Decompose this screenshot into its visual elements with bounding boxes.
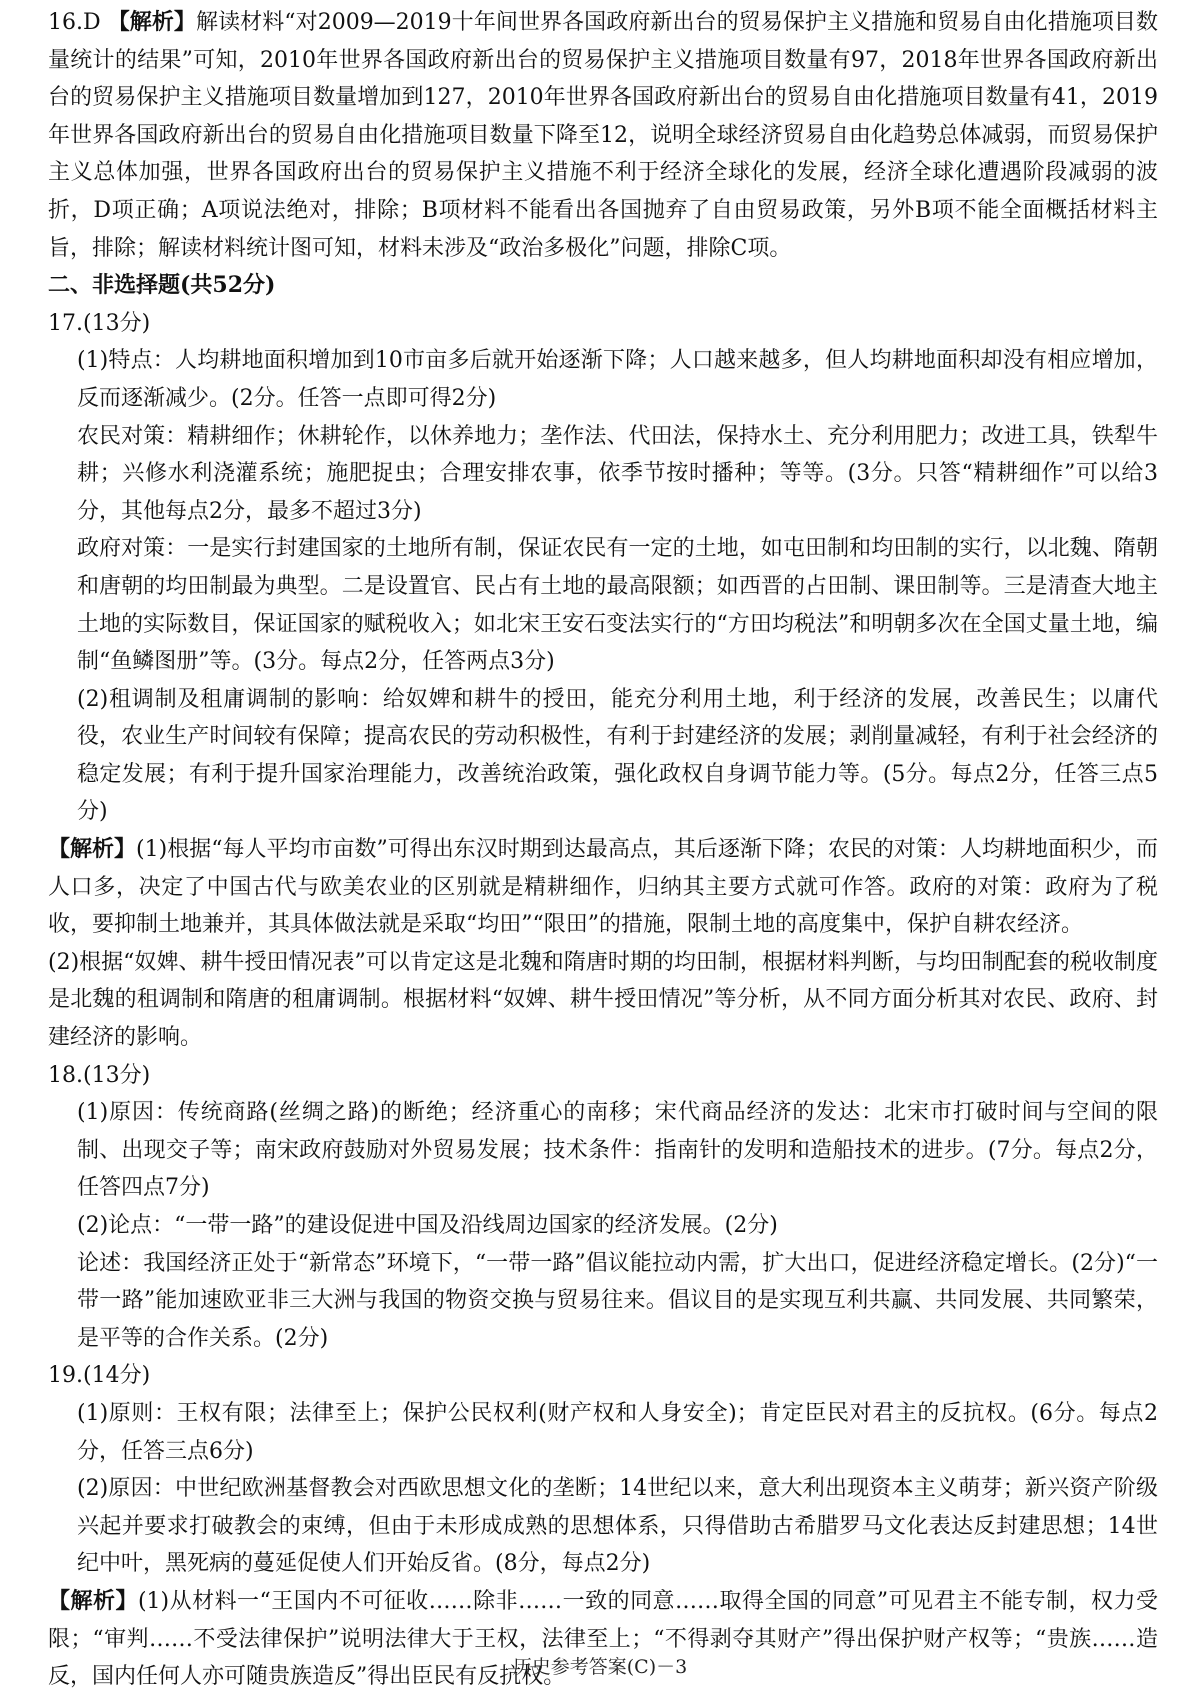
analysis-tag: 【解析】 — [48, 836, 137, 863]
analysis-tag: 【解析】 — [107, 9, 197, 35]
q19-part1-principles: (1)原则：王权有限；法律至上；保护公民权利(财产权和人身安全)；肯定臣民对君主的反抗权。(6分。每点2分，任答三点6分) — [77, 1400, 1158, 1464]
q17-heading: 17.(13分) — [48, 310, 151, 336]
q16-text: 解读材料“对2009—2019十年间世界各国政府新出台的贸易保护主义措施和贸易自由化措施项目数量统计的结果”可知，2010年世界各国政府新出台的贸易保护主义措施项目数量有97，2018年世界各国政府新出台的贸易保护主义措施项目数量增加到127，2010年世界各国政府新出台的贸易自由化措施项目数量有41，2019年世界各国政府新出台的贸易自由化措施项目数量下降至12，说明全球经济贸易自由化趋势总体减弱，而贸易保护主义总体加强，世界各国政府出台的贸易保护主义措施不利于经济全球化的发展，经济全球化遭遇阶段减弱的波折，D项正确；A项说法绝对，排除；B项材料不能看出各国抛弃了自由贸易政策，另外B项不能全面概括材料主旨，排除；解读材料统计图可知，材料未涉及“政治多极化”问题，排除C项。 — [48, 10, 1158, 261]
q19-heading: 19.(14分) — [48, 1363, 151, 1389]
q17-analysis-1 — [48, 831, 1158, 944]
analysis-tag: 【解析】 — [48, 1587, 138, 1614]
answer-sheet-page — [48, 4, 1158, 1696]
q19-part2-reasons: (2)原因：中世纪欧洲基督教会对西欧思想文化的垄断；14世纪以来，意大利出现资本主义萌芽；新兴资产阶级兴起并要求打破教会的束缚，但由于未形成成熟的思想体系，只得借助古希腊罗马文化表达反封建思想；14世纪中叶，黑死病的蔓延促使人们开始反省。(8分，每点2分) — [77, 1476, 1158, 1577]
q17-part2-impact: (2)租调制及租庸调制的影响：给奴婢和耕牛的授田，能充分利用土地，利于经济的发展，改善民生；以庸代役，农业生产时间较有保障；提高农民的劳动积极性，有利于封建经济的发展；剥削量减轻，有利于社会经济的稳定发展；有利于提升国家治理能力，改善统治政策，强化政权自身调节能力等。(5分。每点2分，任答三点5分) — [77, 686, 1158, 825]
q17-part1-features: (1)特点：人均耕地面积增加到10市亩多后就开始逐渐下降；人口越来越多，但人均耕地面积却没有相应增加，反而逐渐减少。(2分。任答一点即可得2分) — [77, 348, 1158, 411]
page-footer: 历史参考答案(C)－3 — [512, 1656, 688, 1678]
q18-part1-reasons: (1)原因：传统商路(丝绸之路)的断绝；经济重心的南移；宋代商品经济的发达：北宋市打破时间与空间的限制、出现交子等；南宋政府鼓励对外贸易发展；技术条件：指南针的发明和造船技术的进步。(7分。每点2分，任答四点7分) — [77, 1100, 1158, 1201]
q17-farmer-measures: 农民对策：精耕细作；休耕轮作，以休养地力；垄作法、代田法，保持水土、充分利用肥力；改进工具，铁犁牛耕；兴修水利浇灌系统；施肥捉虫；合理安排农事，依季节按时播种；等等。(3分。只答“精耕细作”可以给3分，其他每点2分，最多不超过3分) — [77, 423, 1158, 524]
q18-argument: 论述：我国经济正处于“新常态”环境下，“一带一路”倡议能拉动内需，扩大出口，促进经济稳定增长。(2分)“一带一路”能加速欧亚非三大洲与我国的物资交换与贸易往来。倡议目的是实现互利共赢、共同发展、共同繁荣，是平等的合作关系。(2分) — [77, 1250, 1158, 1351]
q16-number: 16.D — [48, 10, 101, 35]
section-title: 二、非选择题(共52分) — [48, 272, 276, 299]
q18-part2-thesis: (2)论点：“一带一路”的建设促进中国及沿线周边国家的经济发展。(2分) — [77, 1213, 778, 1238]
q18-heading: 18.(13分) — [48, 1062, 151, 1088]
q19-analysis-1-text: (1)从材料一“王国内不可征收……除非……一致的同意……取得全国的同意”可见君主不能专制，权力受限；“审判……不受法律保护”说明法律大于王权，法律至上；“不得剥夺其财产”得出保护财产权等；“贵族……造反，国内任何人亦可随贵族造反”得出臣民有反抗权。 — [48, 1588, 1158, 1690]
q17-government-measures: 政府对策：一是实行封建国家的土地所有制，保证农民有一定的土地，如屯田制和均田制的实行，以北魏、隋朝和唐朝的均田制最为典型。二是设置官、民占有土地的最高限额；如西晋的占田制、课田制等。三是清查大地主土地的实际数目，保证国家的赋税收入；如北宋王安石变法实行的“方田均税法”和明朝多次在全国丈量土地，编制“鱼鳞图册”等。(3分。每点2分，任答两点3分) — [77, 536, 1158, 675]
q17-analysis-2: (2)根据“奴婢、耕牛授田情况表”可以肯定这是北魏和隋唐时期的均田制，根据材料判断，与均田制配套的税收制度是北魏的租调制和隋唐的租庸调制。根据材料“奴婢、耕牛授田情况”等分析，从不同方面分析其对农民、政府、封建经济的影响。 — [48, 949, 1158, 1051]
q17-analysis-1-text: (1)根据“每人平均市亩数”可得出东汉时期到达最高点，其后逐渐下降；农民的对策：人均耕地面积少，而人口多，决定了中国古代与欧美农业的区别就是精耕细作，归纳其主要方式就可作答。政府的对策：政府为了税收，要抑制土地兼并，其具体做法就是采取“均田”“限田”的措施，限制土地的高度集中，保护自耕农经济。 — [48, 837, 1158, 938]
q16-answer — [48, 4, 1158, 267]
